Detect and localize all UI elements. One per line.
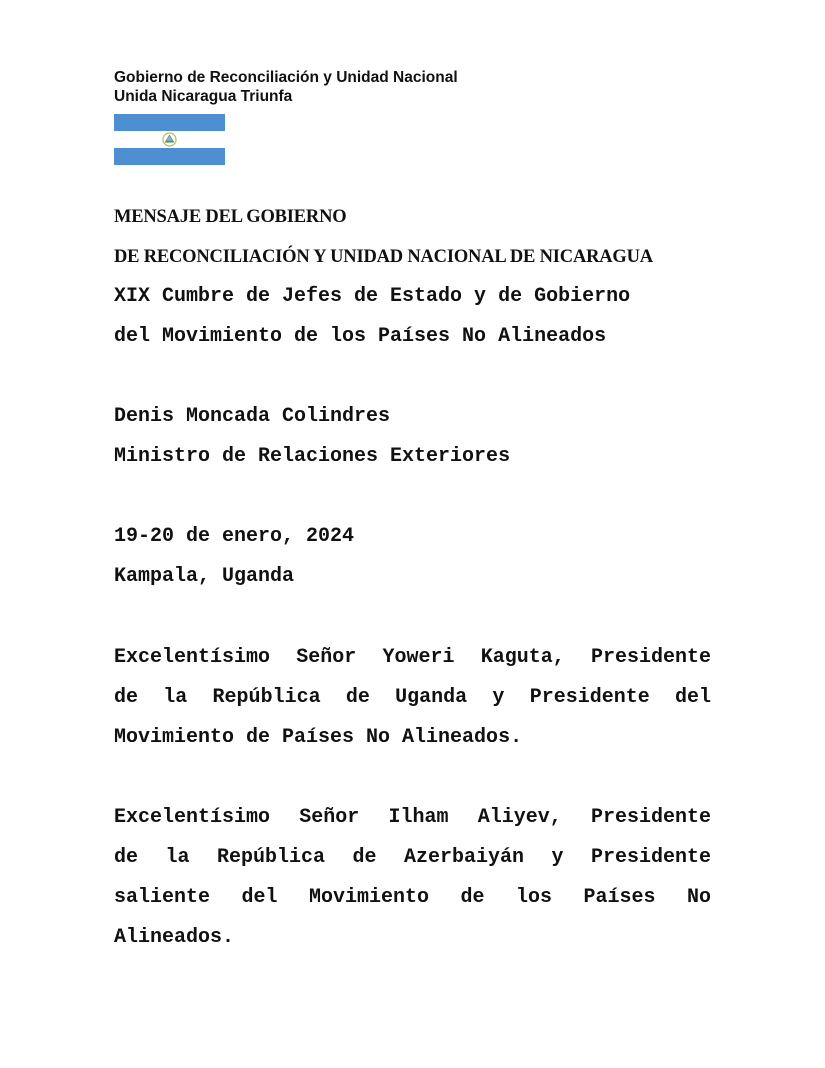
message-title-block (114, 197, 711, 357)
header-line-government: Gobierno de Reconciliación y Unidad Nacional (114, 69, 458, 86)
title-line-summit: XIX Cumbre de Jefes de Estado y de Gobierno (114, 285, 631, 308)
greeting-2-line-4: Alineados. (114, 926, 235, 949)
greeting-1-line-3: Movimiento de Países No Alineados. (114, 726, 523, 749)
government-header (114, 68, 458, 106)
speaker-name: Denis Moncada Colindres (114, 405, 391, 428)
flag-stripe-top (114, 114, 225, 131)
speaker-block (114, 397, 711, 477)
coat-of-arms-icon (160, 131, 179, 148)
speaker-role: Ministro de Relaciones Exteriores (114, 445, 511, 468)
flag-stripe-bottom (114, 148, 225, 165)
greeting-2-line-3: saliente del Movimiento de los Países No (114, 886, 711, 909)
greeting-1-line-2: de la República de Uganda y Presidente del (114, 686, 711, 709)
greeting-paragraph-2 (114, 798, 711, 958)
event-place: Kampala, Uganda (114, 565, 295, 588)
title-line-government: DE RECONCILIACIÓN Y UNIDAD NACIONAL DE NICARAGUA (114, 247, 653, 267)
greeting-2-line-1: Excelentísimo Señor Ilham Aliyev, Presidente (114, 806, 711, 829)
header-line-slogan: Unida Nicaragua Triunfa (114, 88, 293, 105)
greeting-2-line-2: de la República de Azerbaiyán y Presidente (114, 846, 711, 869)
greeting-paragraph-1 (114, 638, 711, 758)
event-date: 19-20 de enero, 2024 (114, 525, 355, 548)
title-line-message: MENSAJE DEL GOBIERNO (114, 207, 347, 227)
nicaragua-flag-icon (114, 114, 225, 165)
title-line-movement: del Movimiento de los Países No Alineados (114, 325, 607, 348)
event-block (114, 517, 711, 597)
greeting-1-line-1: Excelentísimo Señor Yoweri Kaguta, Presidente (114, 646, 711, 669)
